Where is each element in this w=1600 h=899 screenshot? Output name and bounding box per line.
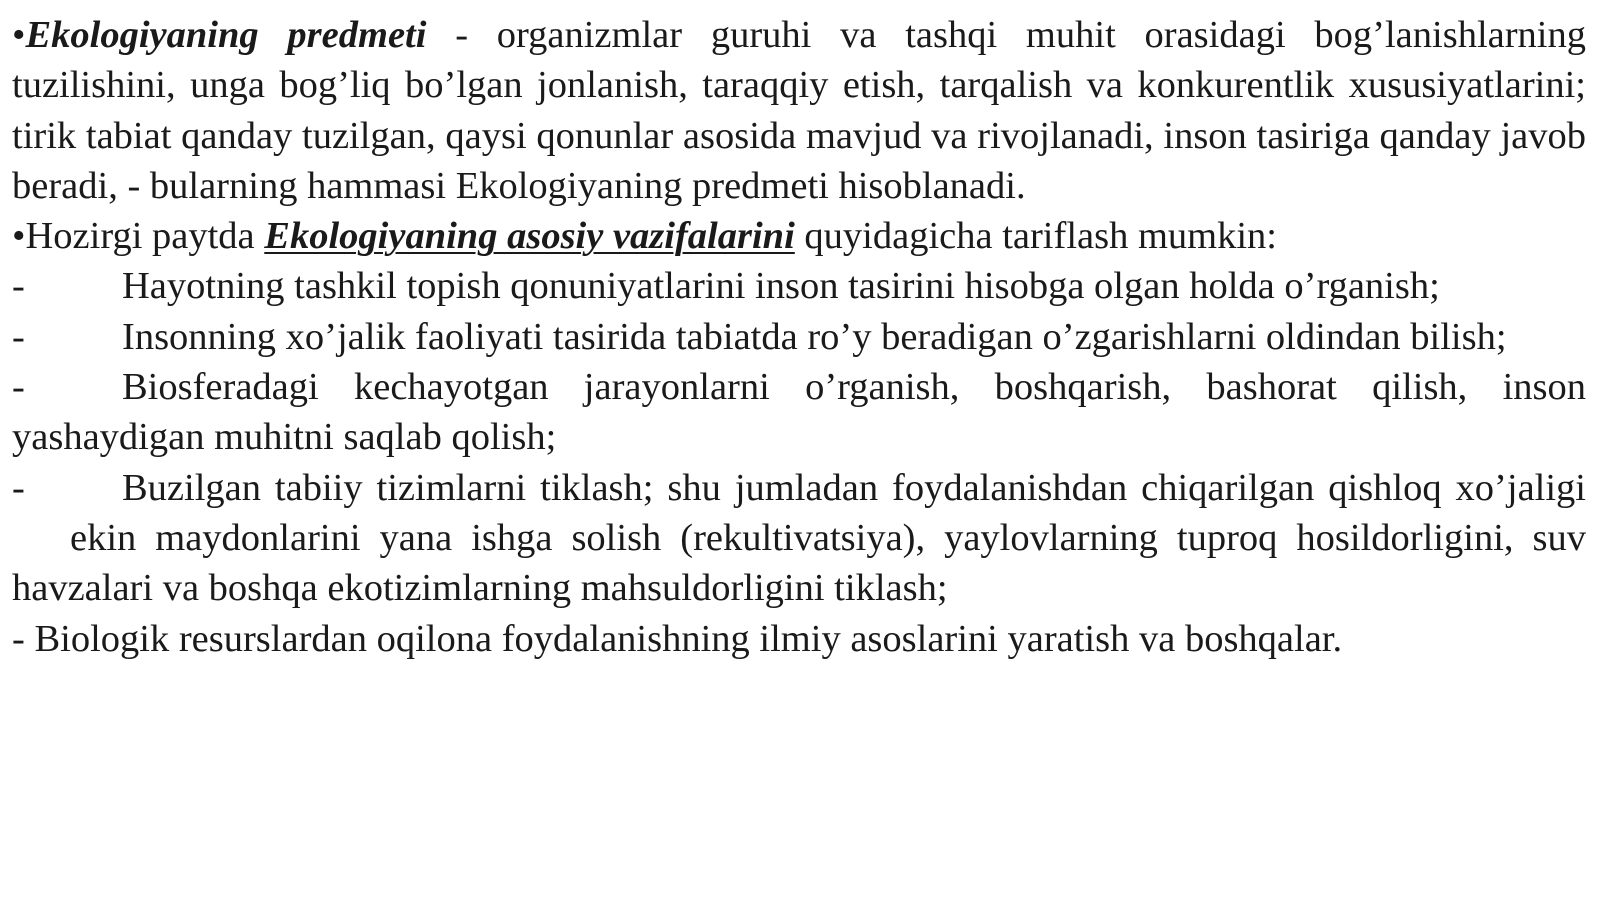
task-item-text: - Biologik resurslardan oqilona foydalanishning ilmiy asoslarini yaratish va boshqalar. xyxy=(12,617,1343,660)
task-item-1 xyxy=(12,261,1586,311)
task-item-text: Buzilgan tabiiy tizimlarni tiklash; shu jumladan foydalanishdan chiqarilgan qishloq xo’jaligi xyxy=(122,466,1586,509)
paragraph-main-tasks-intro xyxy=(12,211,1586,261)
task-item-5 xyxy=(12,614,1586,664)
task-item-text: Insonning xo’jalik faoliyati tasirida tabiatda ro’y beradigan o’zgarishlarni oldindan bilish; xyxy=(122,315,1507,358)
task-item-text: Biosferadagi kechayotgan jarayonlarni o’rganish, boshqarish, bashorat qilish, inson yashaydigan muhitni saqlab qolish; xyxy=(12,366,1586,459)
paragraph-text: - organizmlar guruhi va tashqi muhit orasidagi bog’lanishlarning tuzilishini, unga bog’liq bo’lgan jonlanish, taraqqiy etish, tarqalish va konkurentlik xususiyatlarini; tirik tabiat qanday tuzilgan, qaysi qonunlar asosida mavjud va rivojlanadi, inson tasiriga qanday javob beradi, - bularning hammasi Ekologiyaning predmeti hisoblanadi. xyxy=(12,14,1586,207)
dash-marker: - xyxy=(12,466,25,509)
task-item-4 xyxy=(12,463,1586,614)
task-item-text-continued: ekin maydonlarini yana ishga solish (rekultivatsiya), yaylovlarning tuproq hosildorligini, suv havzalari va boshqa ekotizimlarning mahsuldorligini tiklash; xyxy=(12,516,1586,610)
term-ecology-subject: Ekologiyaning predmeti xyxy=(25,14,427,56)
bullet: • xyxy=(12,14,26,56)
term-ecology-main-tasks: Ekologiyaning asosiy vazifalarini xyxy=(264,215,795,258)
task-item-3 xyxy=(12,362,1586,463)
dash-marker: - xyxy=(12,366,25,409)
dash-marker: - xyxy=(12,315,25,358)
dash-marker: - xyxy=(12,265,25,308)
task-item-2 xyxy=(12,312,1586,362)
intro-text-before: Hozirgi paytda xyxy=(25,215,265,258)
intro-text-after: quyidagicha tariflash mumkin: xyxy=(794,215,1278,258)
task-item-text: Hayotning tashkil topish qonuniyatlarini inson tasirini hisobga olgan holda o’rganish; xyxy=(122,265,1440,308)
paragraph-subject-of-ecology xyxy=(12,10,1586,211)
bullet: • xyxy=(12,215,26,258)
